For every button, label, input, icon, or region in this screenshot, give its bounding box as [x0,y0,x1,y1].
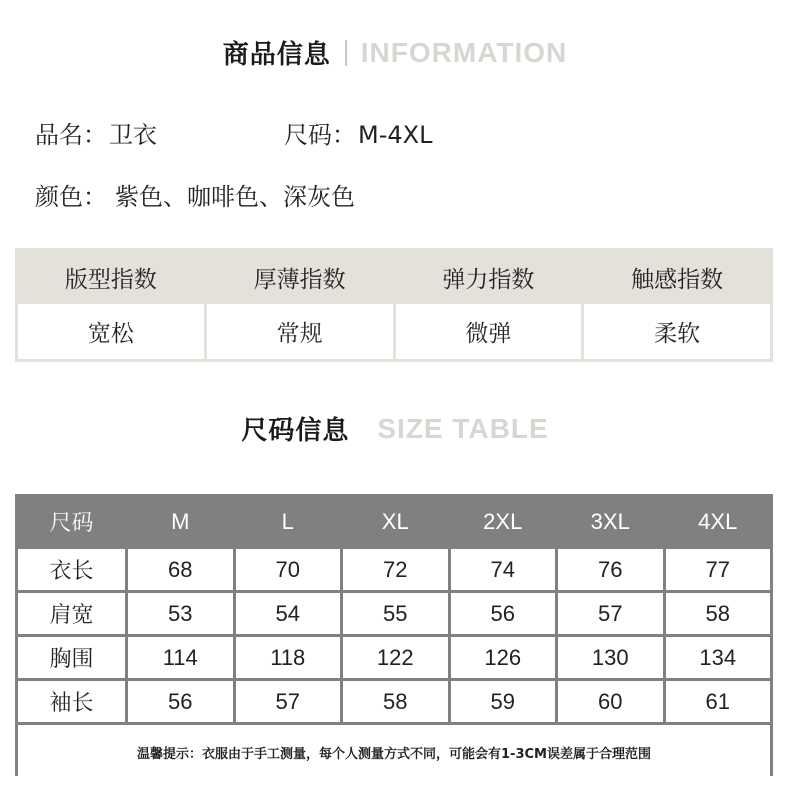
table-cell: 130 [558,637,663,678]
size-header-label: 尺码 [49,511,94,536]
size-header-m: M [171,508,190,534]
index-header-thickness: 厚薄指数 [253,267,346,293]
index-value-fit: 宽松 [18,304,204,359]
index-header-touch: 触感指数 [631,267,724,293]
product-name-value: 卫衣 [109,121,157,149]
index-value-elasticity: 微弹 [396,304,582,359]
index-value-thickness: 常规 [207,304,393,359]
size-range-label: 尺码： [284,121,356,149]
row-label-sleeve: 袖长 [18,681,125,722]
size-header-xl: XL [381,508,409,534]
size-header-l: L [281,508,294,534]
table-cell: 122 [343,637,448,678]
table-cell: 118 [236,637,341,678]
table-cell: 56 [451,593,556,634]
size-range-line [284,115,432,150]
table-cell: 134 [666,637,771,678]
table-cell: 56 [128,681,233,722]
size-title-cn: 尺码信息 [241,416,350,446]
table-cell: 74 [451,549,556,590]
color-line [35,177,355,212]
row-label-chest: 胸围 [18,637,125,678]
table-cell: 57 [236,681,341,722]
size-header-3xl: 3XL [590,508,630,534]
index-header-fit: 版型指数 [64,267,157,293]
table-cell: 58 [666,593,771,634]
size-grid [18,497,770,722]
table-cell: 70 [236,549,341,590]
product-name-label: 品名： [35,121,107,149]
index-table [15,248,773,362]
info-title-en: INFORMATION [360,36,568,68]
color-value: 紫色、咖啡色、深灰色 [115,183,355,211]
table-cell: 57 [558,593,663,634]
table-cell: 60 [558,681,663,722]
table-cell: 53 [128,593,233,634]
index-header-elasticity: 弹力指数 [442,267,535,293]
index-value-touch: 柔软 [584,304,770,359]
table-cell: 68 [128,549,233,590]
table-cell: 59 [451,681,556,722]
table-cell: 76 [558,549,663,590]
size-title-en: SIZE TABLE [377,412,549,444]
size-header-2xl: 2XL [483,508,523,534]
info-heading [0,34,790,71]
size-range-value: M-4XL [358,121,433,149]
table-cell: 77 [666,549,771,590]
measurement-note: 温馨提示：衣服由于手工测量，每个人测量方式不同，可能会有1-3CM误差属于合理范围 [18,725,770,780]
table-cell: 126 [451,637,556,678]
row-label-length: 衣长 [18,549,125,590]
heading-divider [345,40,347,66]
table-cell: 72 [343,549,448,590]
table-cell: 61 [666,681,771,722]
table-cell: 54 [236,593,341,634]
row-label-shoulder: 肩宽 [18,593,125,634]
color-label: 颜色： [35,183,107,211]
size-header-4xl: 4XL [698,508,738,534]
info-title-cn: 商品信息 [222,40,331,70]
product-name-line [35,115,157,150]
size-heading [0,410,790,447]
table-cell: 55 [343,593,448,634]
table-cell: 58 [343,681,448,722]
table-cell: 114 [128,637,233,678]
size-table [15,494,773,776]
